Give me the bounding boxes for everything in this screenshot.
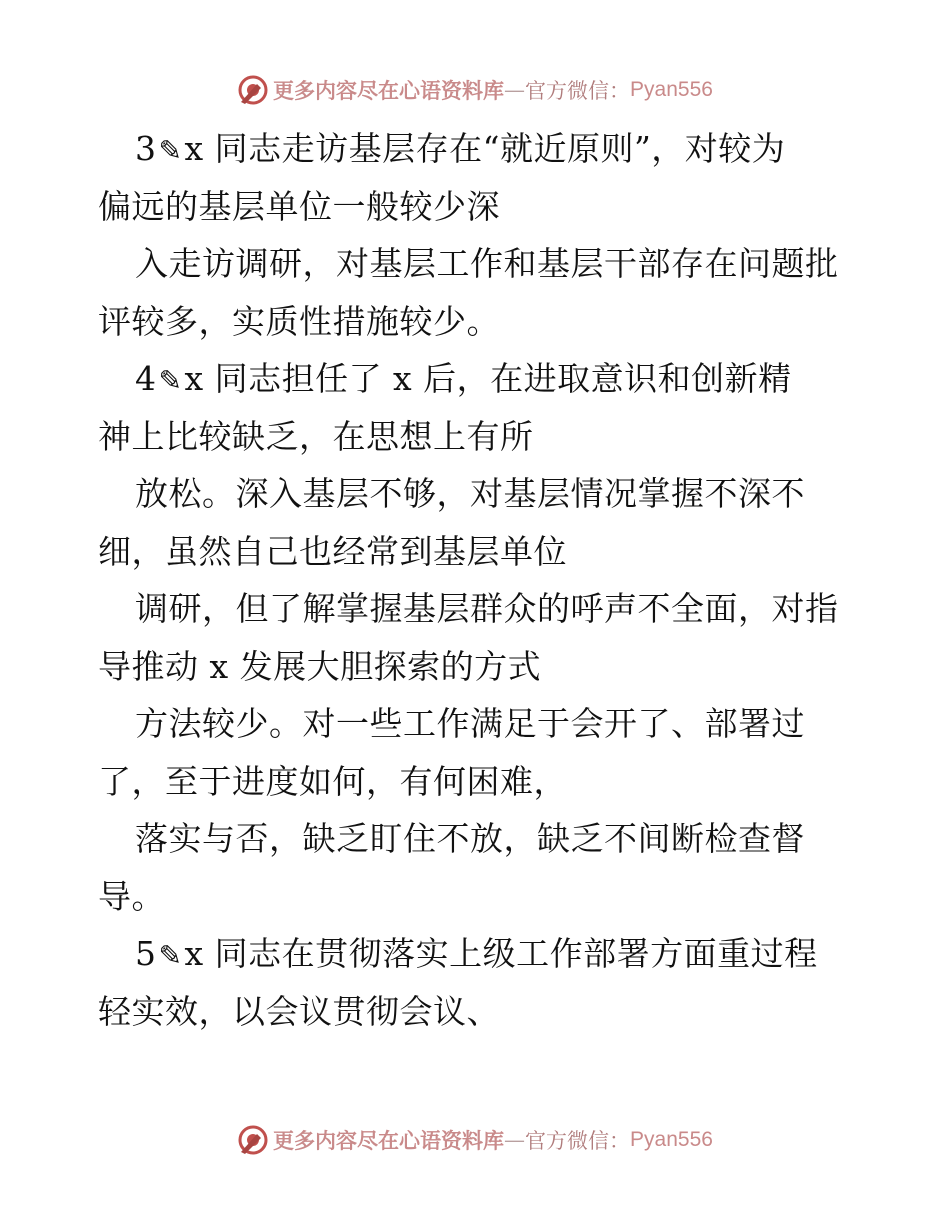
banner-separator: — bbox=[504, 1128, 526, 1152]
text-line: 入走访调研，对基层工作和基层干部存在问题批 bbox=[135, 244, 839, 283]
footer-banner bbox=[0, 1118, 950, 1162]
line-text: x 同志走访基层存在“就近原则”，对较为 bbox=[184, 129, 786, 168]
text-line: 细，虽然自己也经常到基层单位 bbox=[98, 531, 567, 571]
text-line: 方法较少。对一些工作满足于会开了、部署过 bbox=[135, 704, 805, 743]
line-text: x 同志担任了 x 后，在进取意识和创新精 bbox=[184, 359, 792, 398]
text-line: 落实与否，缺乏盯住不放，缺乏不间断检查督 bbox=[135, 819, 805, 858]
banner-wechat-label: 官方微信： bbox=[525, 1129, 631, 1153]
banner-wechat-id: Pyan556 bbox=[630, 78, 713, 101]
banner-title: 更多内容尽在心语资料库 bbox=[273, 78, 505, 103]
text-line: 调研，但了解掌握基层群众的呼声不全面，对指 bbox=[135, 589, 839, 628]
pen-icon: ✎ bbox=[158, 364, 183, 397]
text-line: 导。 bbox=[98, 876, 165, 916]
pen-icon: ✎ bbox=[158, 939, 183, 972]
text-line: 了，至于进度如何，有何困难， bbox=[98, 761, 567, 801]
item-number: 3 bbox=[135, 129, 157, 168]
text-line: 偏远的基层单位一般较少深 bbox=[98, 186, 500, 226]
text-line bbox=[98, 350, 858, 408]
text-line: 评较多，实质性措施较少。 bbox=[98, 301, 500, 341]
text-line bbox=[98, 925, 858, 983]
text-line: 导推动 x 发展大胆探索的方式 bbox=[98, 646, 542, 686]
banner-title: 更多内容尽在心语资料库 bbox=[273, 1128, 505, 1153]
banner-separator: — bbox=[504, 78, 526, 102]
text-line: 神上比较缺乏，在思想上有所 bbox=[98, 416, 534, 456]
banner-wechat-label: 官方微信： bbox=[525, 79, 631, 103]
pen-logo-icon bbox=[237, 74, 269, 106]
header-banner bbox=[0, 68, 950, 112]
document-body bbox=[98, 120, 858, 1040]
text-line: 放松。深入基层不够，对基层情况掌握不深不 bbox=[135, 474, 805, 513]
banner-wechat-id: Pyan556 bbox=[630, 1128, 713, 1151]
text-line bbox=[98, 120, 858, 178]
pen-logo-icon bbox=[237, 1124, 269, 1156]
line-text: x 同志在贯彻落实上级工作部署方面重过程 bbox=[184, 934, 818, 973]
item-number: 5 bbox=[135, 934, 157, 973]
text-line: 轻实效，以会议贯彻会议、 bbox=[98, 991, 500, 1031]
pen-icon: ✎ bbox=[158, 134, 183, 167]
item-number: 4 bbox=[135, 359, 157, 398]
